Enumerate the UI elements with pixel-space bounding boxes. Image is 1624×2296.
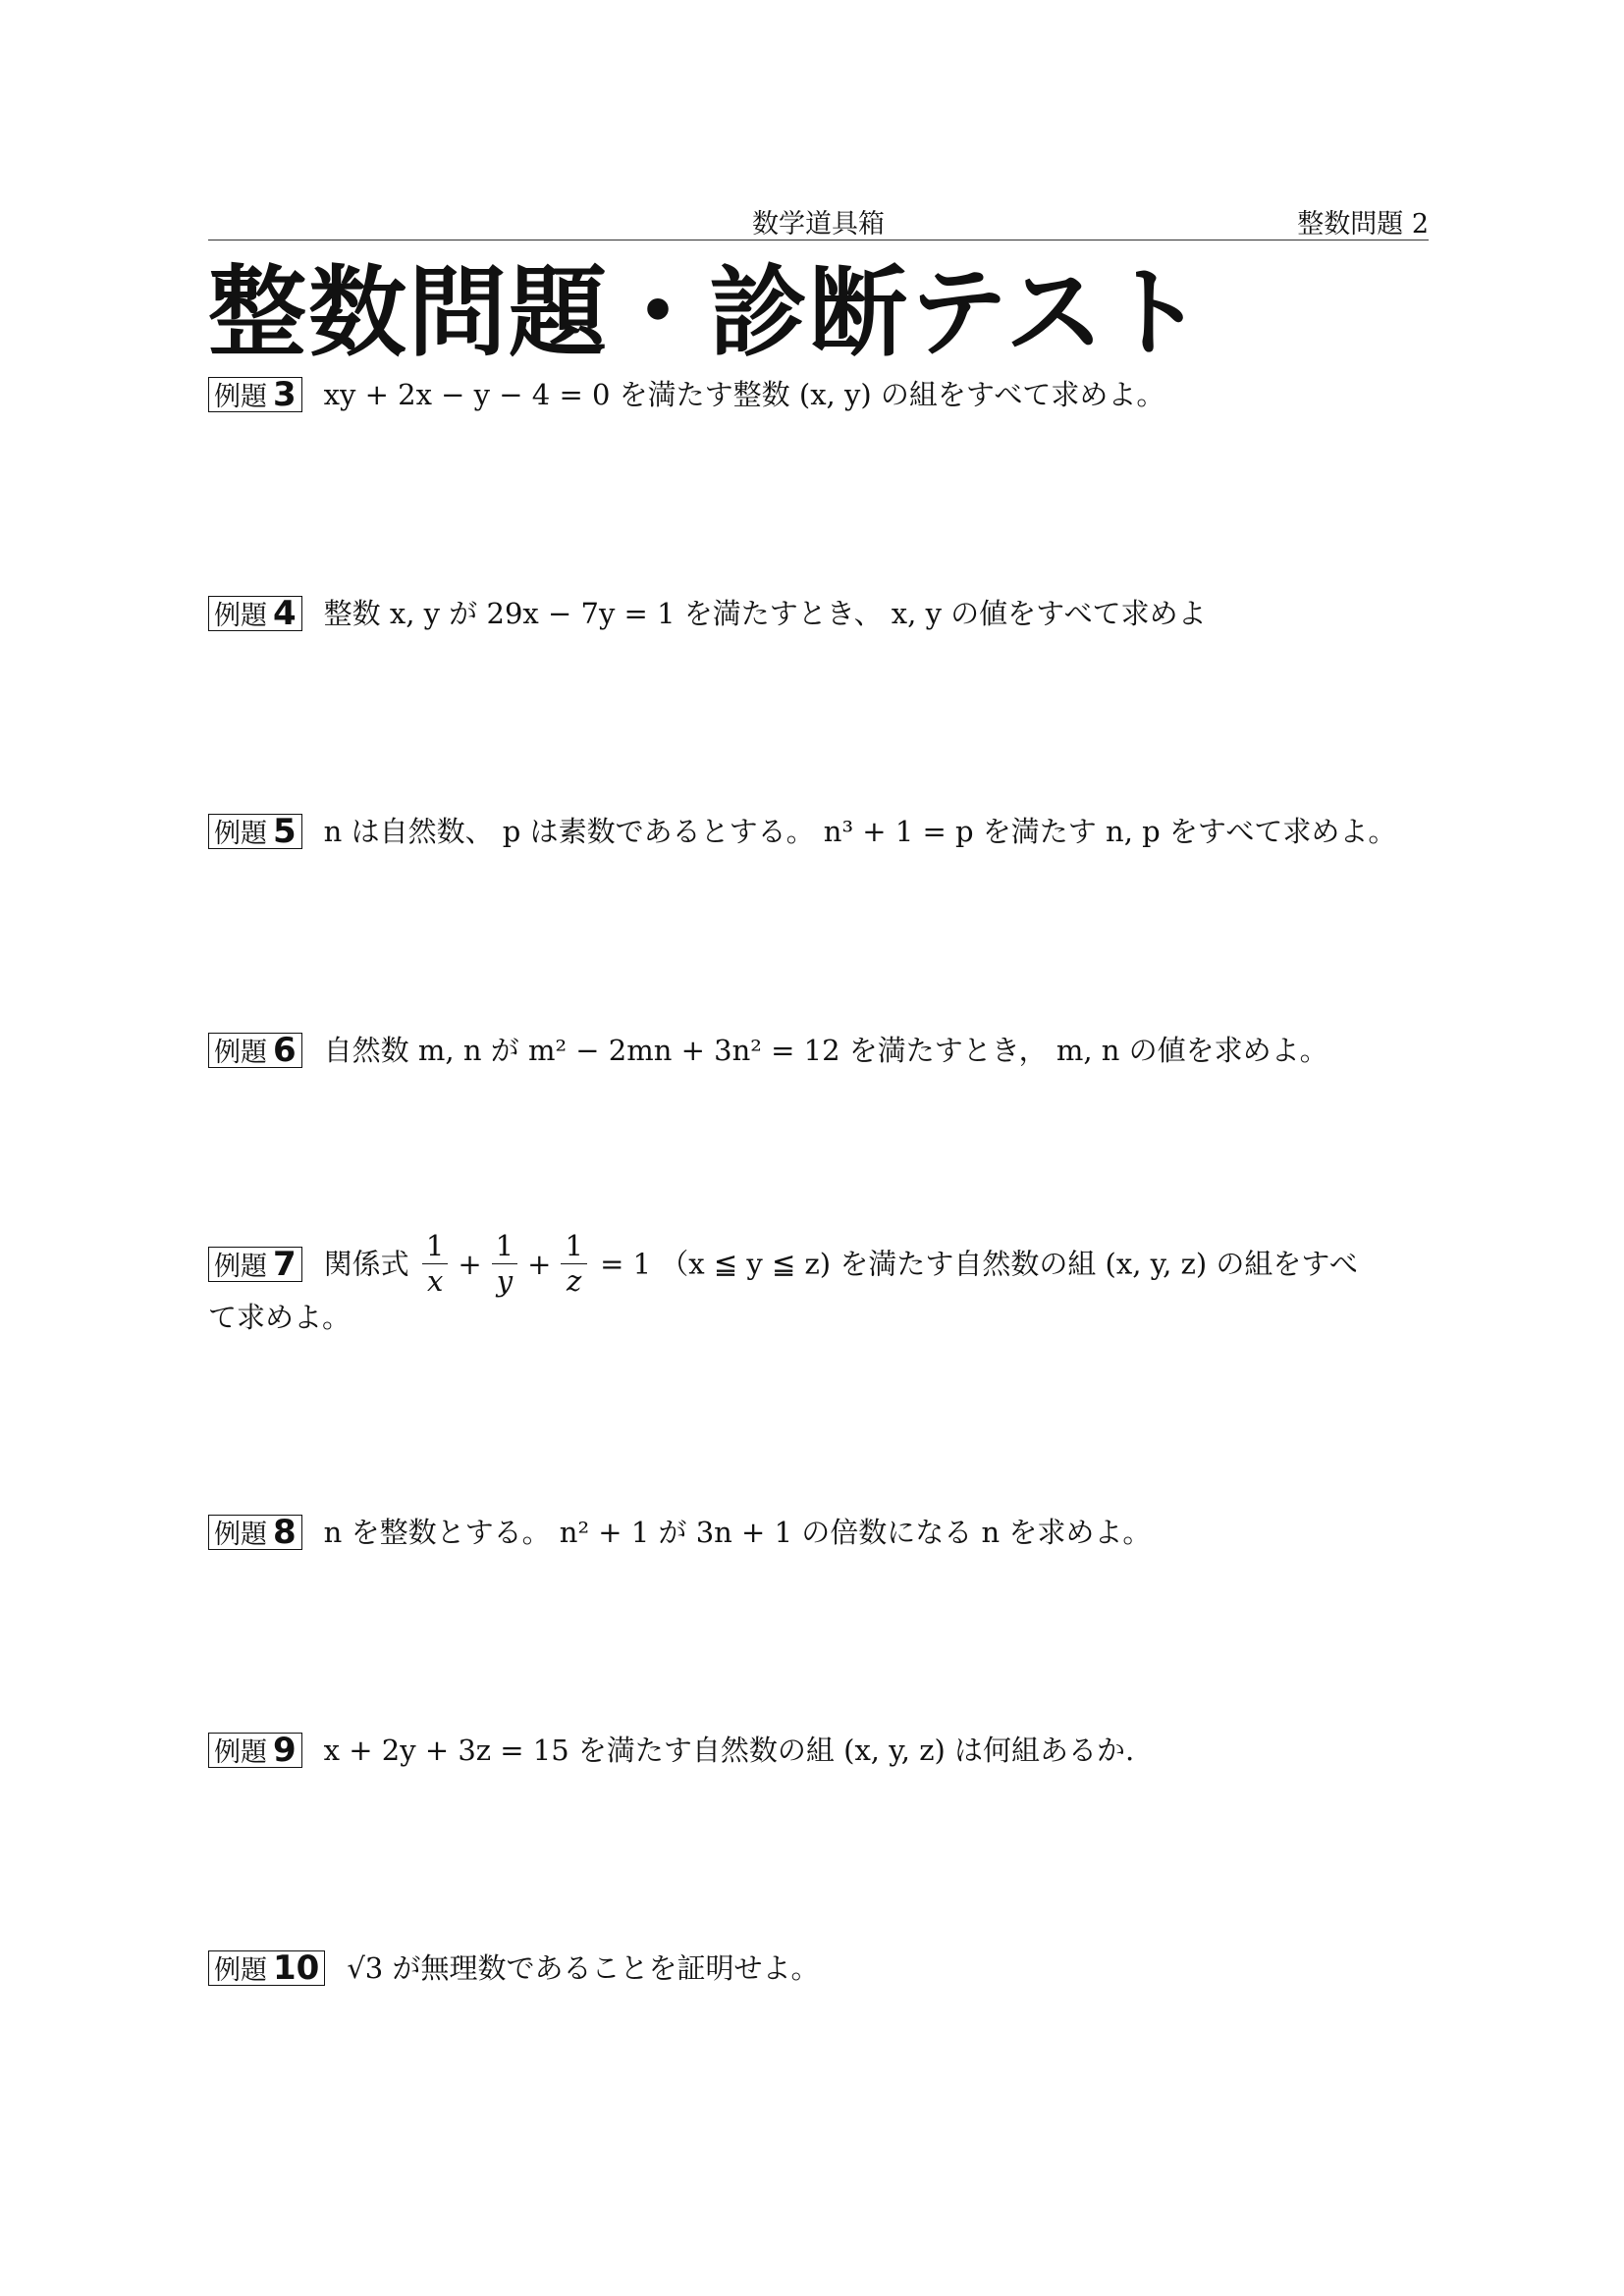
problem-3 xyxy=(208,371,1429,416)
problem-label xyxy=(208,1244,302,1284)
header-book-title: 数学道具箱 xyxy=(752,209,885,240)
fraction-denominator: y xyxy=(496,1264,514,1298)
fraction-numerator: 1 xyxy=(422,1232,448,1264)
problem-statement-continuation: て求めよ。 xyxy=(208,1301,352,1334)
problem-statement: = 1 （x ≦ y ≦ z) を満たす自然数の組 (x, y, z) の組をすべ xyxy=(600,1247,1358,1281)
fraction-numerator: 1 xyxy=(492,1232,517,1264)
fraction-denominator: x xyxy=(426,1264,444,1298)
problem-5 xyxy=(208,808,1429,853)
problem-label-word: 例題 xyxy=(214,1520,267,1550)
problem-10 xyxy=(208,1945,1429,1990)
problem-label-word: 例題 xyxy=(214,819,267,849)
problem-label-number: 9 xyxy=(273,1731,297,1770)
page-title: 整数問題・診断テスト xyxy=(208,255,1206,370)
problem-6 xyxy=(208,1027,1429,1072)
fraction-1-over-x xyxy=(422,1229,448,1298)
problem-label-number: 3 xyxy=(273,375,297,414)
fraction-1-over-y xyxy=(492,1229,517,1298)
problem-label xyxy=(208,1515,302,1550)
fraction-1-over-z xyxy=(561,1229,586,1298)
problem-label-word: 例題 xyxy=(214,382,267,412)
problem-8 xyxy=(208,1509,1429,1554)
problem-label-number: 5 xyxy=(273,812,297,851)
problem-statement: 自然数 m, n が m² − 2mn + 3n² = 12 を満たすとき， m, n の値を求めよ。 xyxy=(323,1034,1328,1067)
problem-7 xyxy=(208,1229,1429,1339)
plus-operator: + xyxy=(527,1247,552,1281)
problem-statement: √3 が無理数であることを証明せよ。 xyxy=(347,1951,820,1985)
problem-label xyxy=(208,1033,302,1068)
problem-label xyxy=(208,814,302,849)
problem-label-word: 例題 xyxy=(214,601,267,631)
problem-label-word: 例題 xyxy=(214,1038,267,1068)
problem-label xyxy=(208,1950,325,1986)
problem-4 xyxy=(208,590,1429,635)
problem-label-number: 8 xyxy=(273,1513,297,1552)
problem-statement: 整数 x, y が 29x − 7y = 1 を満たすとき、 x, y の値をすべて求めよ xyxy=(323,597,1207,630)
header-page-label: 整数問題 2 xyxy=(1297,209,1429,240)
problem-statement: xy + 2x − y − 4 = 0 を満たす整数 (x, y) の組をすべて求めよ。 xyxy=(323,378,1165,411)
problem-label-number: 7 xyxy=(273,1244,297,1284)
problem-label-number: 4 xyxy=(273,594,297,633)
problem-statement: n を整数とする。 n² + 1 が 3n + 1 の倍数になる n を求めよ。 xyxy=(323,1516,1152,1549)
problem-label-number: 6 xyxy=(273,1031,297,1070)
problem-label xyxy=(208,377,302,412)
page-header xyxy=(208,202,1429,240)
fraction-denominator: z xyxy=(567,1264,582,1298)
problem-9 xyxy=(208,1727,1429,1772)
problem-statement: x + 2y + 3z = 15 を満たす自然数の組 (x, y, z) は何組あるか. xyxy=(323,1734,1135,1767)
problem-label-number: 10 xyxy=(273,1949,320,1988)
problem-label-word: 例題 xyxy=(214,1251,267,1282)
plus-operator: + xyxy=(458,1247,482,1281)
problem-label-word: 例題 xyxy=(214,1955,267,1986)
problem-statement: n は自然数、 p は素数であるとする。 n³ + 1 = p を満たす n, p をすべて求めよ。 xyxy=(323,815,1397,848)
fraction-numerator: 1 xyxy=(561,1232,586,1264)
problem-statement-prefix: 関係式 xyxy=(323,1247,409,1281)
problem-label xyxy=(208,1733,302,1768)
problem-label-word: 例題 xyxy=(214,1737,267,1768)
problem-label xyxy=(208,596,302,631)
